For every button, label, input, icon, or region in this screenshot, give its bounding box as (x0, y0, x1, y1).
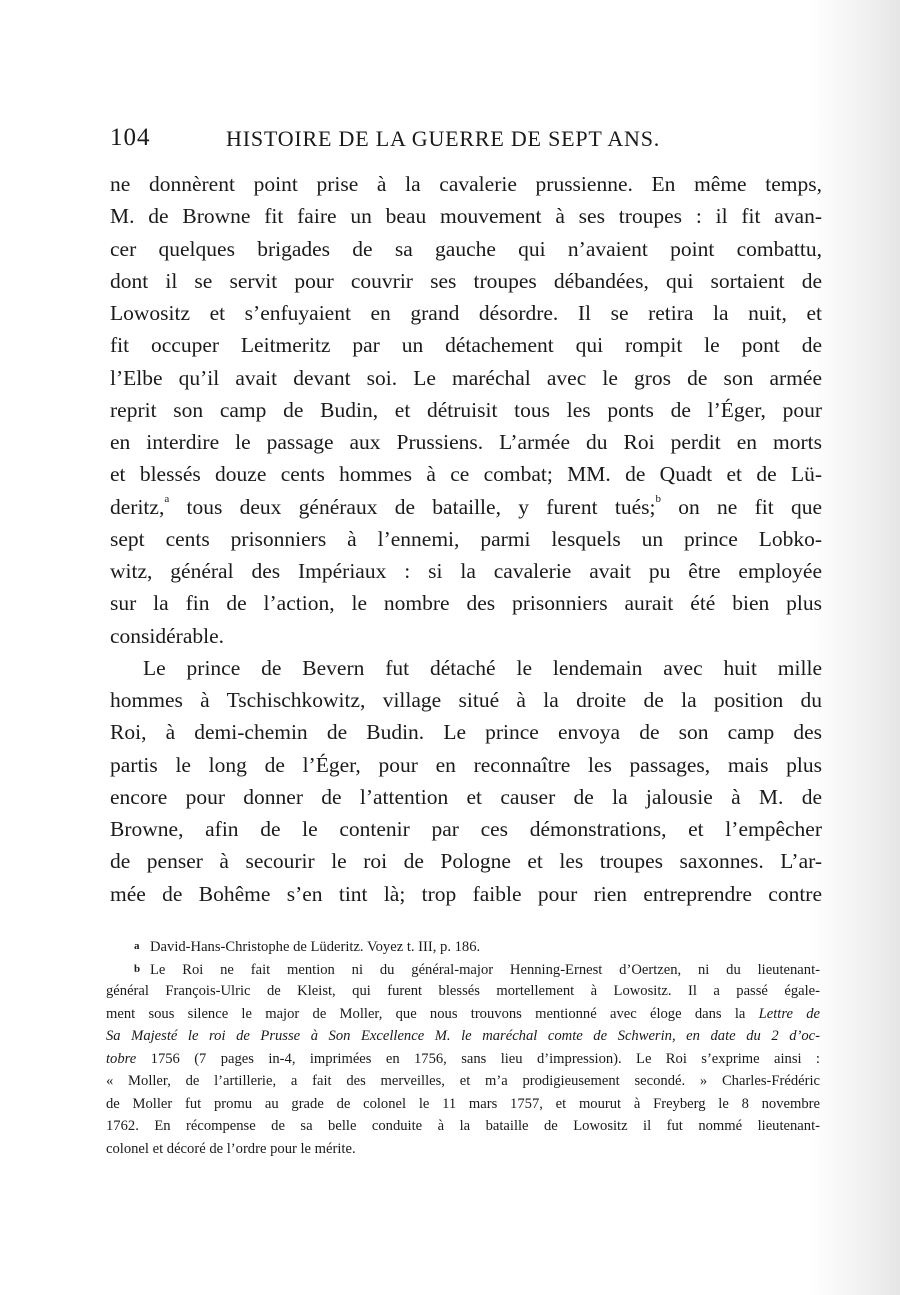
footnote-text-segment: ment sous silence le major de Moller, que nous trouvons mentionné avec éloge dans la (106, 1005, 746, 1022)
page-number: 104 (110, 124, 151, 151)
text-line: dont il se servit pour couvrir ses troupes débandées, qui sortaient de (110, 268, 822, 293)
footnotes (106, 935, 820, 1160)
footnote-b (106, 958, 820, 1161)
footnote-b-text: Le Roi ne fait mention ni du général-major Henning-Ernest d’Oertzen, ni du lieutenant- (150, 961, 820, 978)
footnote-line (106, 1048, 820, 1071)
work-title: Sa Majesté le roi de Prusse à Son Excellence M. le maréchal comte de Schwerin, en date du 2 d’oc- (106, 1028, 820, 1044)
footnote-line (106, 958, 820, 981)
text-segment: on ne fit que (678, 494, 823, 519)
work-title: tobre (106, 1050, 137, 1067)
footnote-line (106, 935, 820, 958)
footnote-line: général François-Ulric de Kleist, qui furent blessés mortellement à Lowositz. Il a passé égale- (106, 983, 820, 999)
paragraph-2 (110, 652, 822, 910)
text-line: ne donnèrent point prise à la cavalerie prussienne. En même temps, (110, 172, 822, 196)
footnote-line: 1762. En récompense de sa belle conduite à la bataille de Lowositz il fut nommé lieutenant- (106, 1118, 820, 1134)
text-line: considérable. (110, 623, 225, 648)
footnote-a (106, 935, 820, 958)
text-line: reprit son camp de Budin, et détruisit tous les ponts de l’Éger, pour (110, 397, 822, 422)
text-line: sur la fin de l’action, le nombre des prisonniers aurait été bien plus (110, 591, 822, 616)
text-line: Le prince de Bevern fut détaché le lendemain avec huit mille (143, 655, 822, 680)
text-segment: tous deux généraux de bataille, y furent tués; (186, 494, 656, 519)
text-segment: deritz, (110, 494, 165, 519)
body-text (110, 168, 822, 910)
text-line: en interdire le passage aux Prussiens. L’armée du Roi perdit en morts (110, 430, 822, 454)
text-line-with-notes (110, 491, 822, 523)
text-line: Lowositz et s’enfuyaient en grand désordre. Il se retira la nuit, et (110, 301, 822, 325)
text-line: M. de Browne fit faire un beau mouvement à ses troupes : il fit avan- (110, 204, 822, 229)
footnote-a-text: David-Hans-Christophe de Lüderitz. Voyez t. III, p. 186. (150, 939, 481, 955)
text-line: l’Elbe qu’il avait devant soi. Le maréchal avec le gros de son armée (110, 365, 822, 390)
text-line: et blessés douze cents hommes à ce combat; MM. de Quadt et de Lü- (110, 462, 822, 487)
text-line: sept cents prisonniers à l’ennemi, parmi lesquels un prince Lobko- (110, 526, 822, 551)
text-line: encore pour donner de l’attention et causer de la jalousie à M. de (110, 784, 822, 809)
text-line: hommes à Tschischkowitz, village situé à la droite de la position du (110, 688, 822, 712)
paragraph-1 (110, 168, 822, 652)
text-line: cer quelques brigades de sa gauche qui n’avaient point combattu, (110, 236, 822, 261)
text-line: Roi, à demi-chemin de Budin. Le prince envoya de son camp des (110, 720, 822, 745)
text-line: witz, général des Impériaux : si la cavalerie avait pu être employée (110, 559, 822, 583)
footnote-marker-b: b (134, 962, 141, 975)
footnote-marker-a: a (134, 940, 140, 952)
footnote-line (106, 1003, 820, 1026)
footnote-reference-b[interactable]: b (655, 493, 661, 506)
running-title: HISTOIRE DE LA GUERRE DE SEPT ANS. (226, 126, 661, 151)
footnote-line: colonel et décoré de l’ordre pour le mérite. (106, 1140, 356, 1157)
text-line: partis le long de l’Éger, pour en reconnaître les passages, mais plus (110, 752, 822, 777)
page-header (110, 124, 822, 158)
footnote-line (106, 1025, 820, 1048)
text-line: fit occuper Leitmeritz par un détachement qui rompit le pont de (110, 333, 822, 358)
text-line: de penser à secourir le roi de Pologne et les troupes saxonnes. L’ar- (110, 849, 822, 874)
footnote-line: de Moller fut promu au grade de colonel le 11 mars 1757, et mourut à Freyberg le 8 novembre (106, 1095, 820, 1112)
text-line: mée de Bohême s’en tint là; trop faible pour rien entreprendre contre (110, 881, 822, 906)
footnote-reference-a[interactable]: a (164, 493, 170, 506)
footnote-text-segment: 1756 (7 pages in-4, imprimées en 1756, sans lieu d’impression). Le Roi s’exprime ainsi : (150, 1050, 820, 1067)
text-line: Browne, afin de le contenir par ces démonstrations, et l’empêcher (110, 817, 822, 841)
footnote-line: « Moller, de l’artillerie, a fait des merveilles, et m’a prodigieusement secondé. » Charles-Frédéric (106, 1073, 820, 1089)
work-title: Lettre de (758, 1005, 820, 1022)
